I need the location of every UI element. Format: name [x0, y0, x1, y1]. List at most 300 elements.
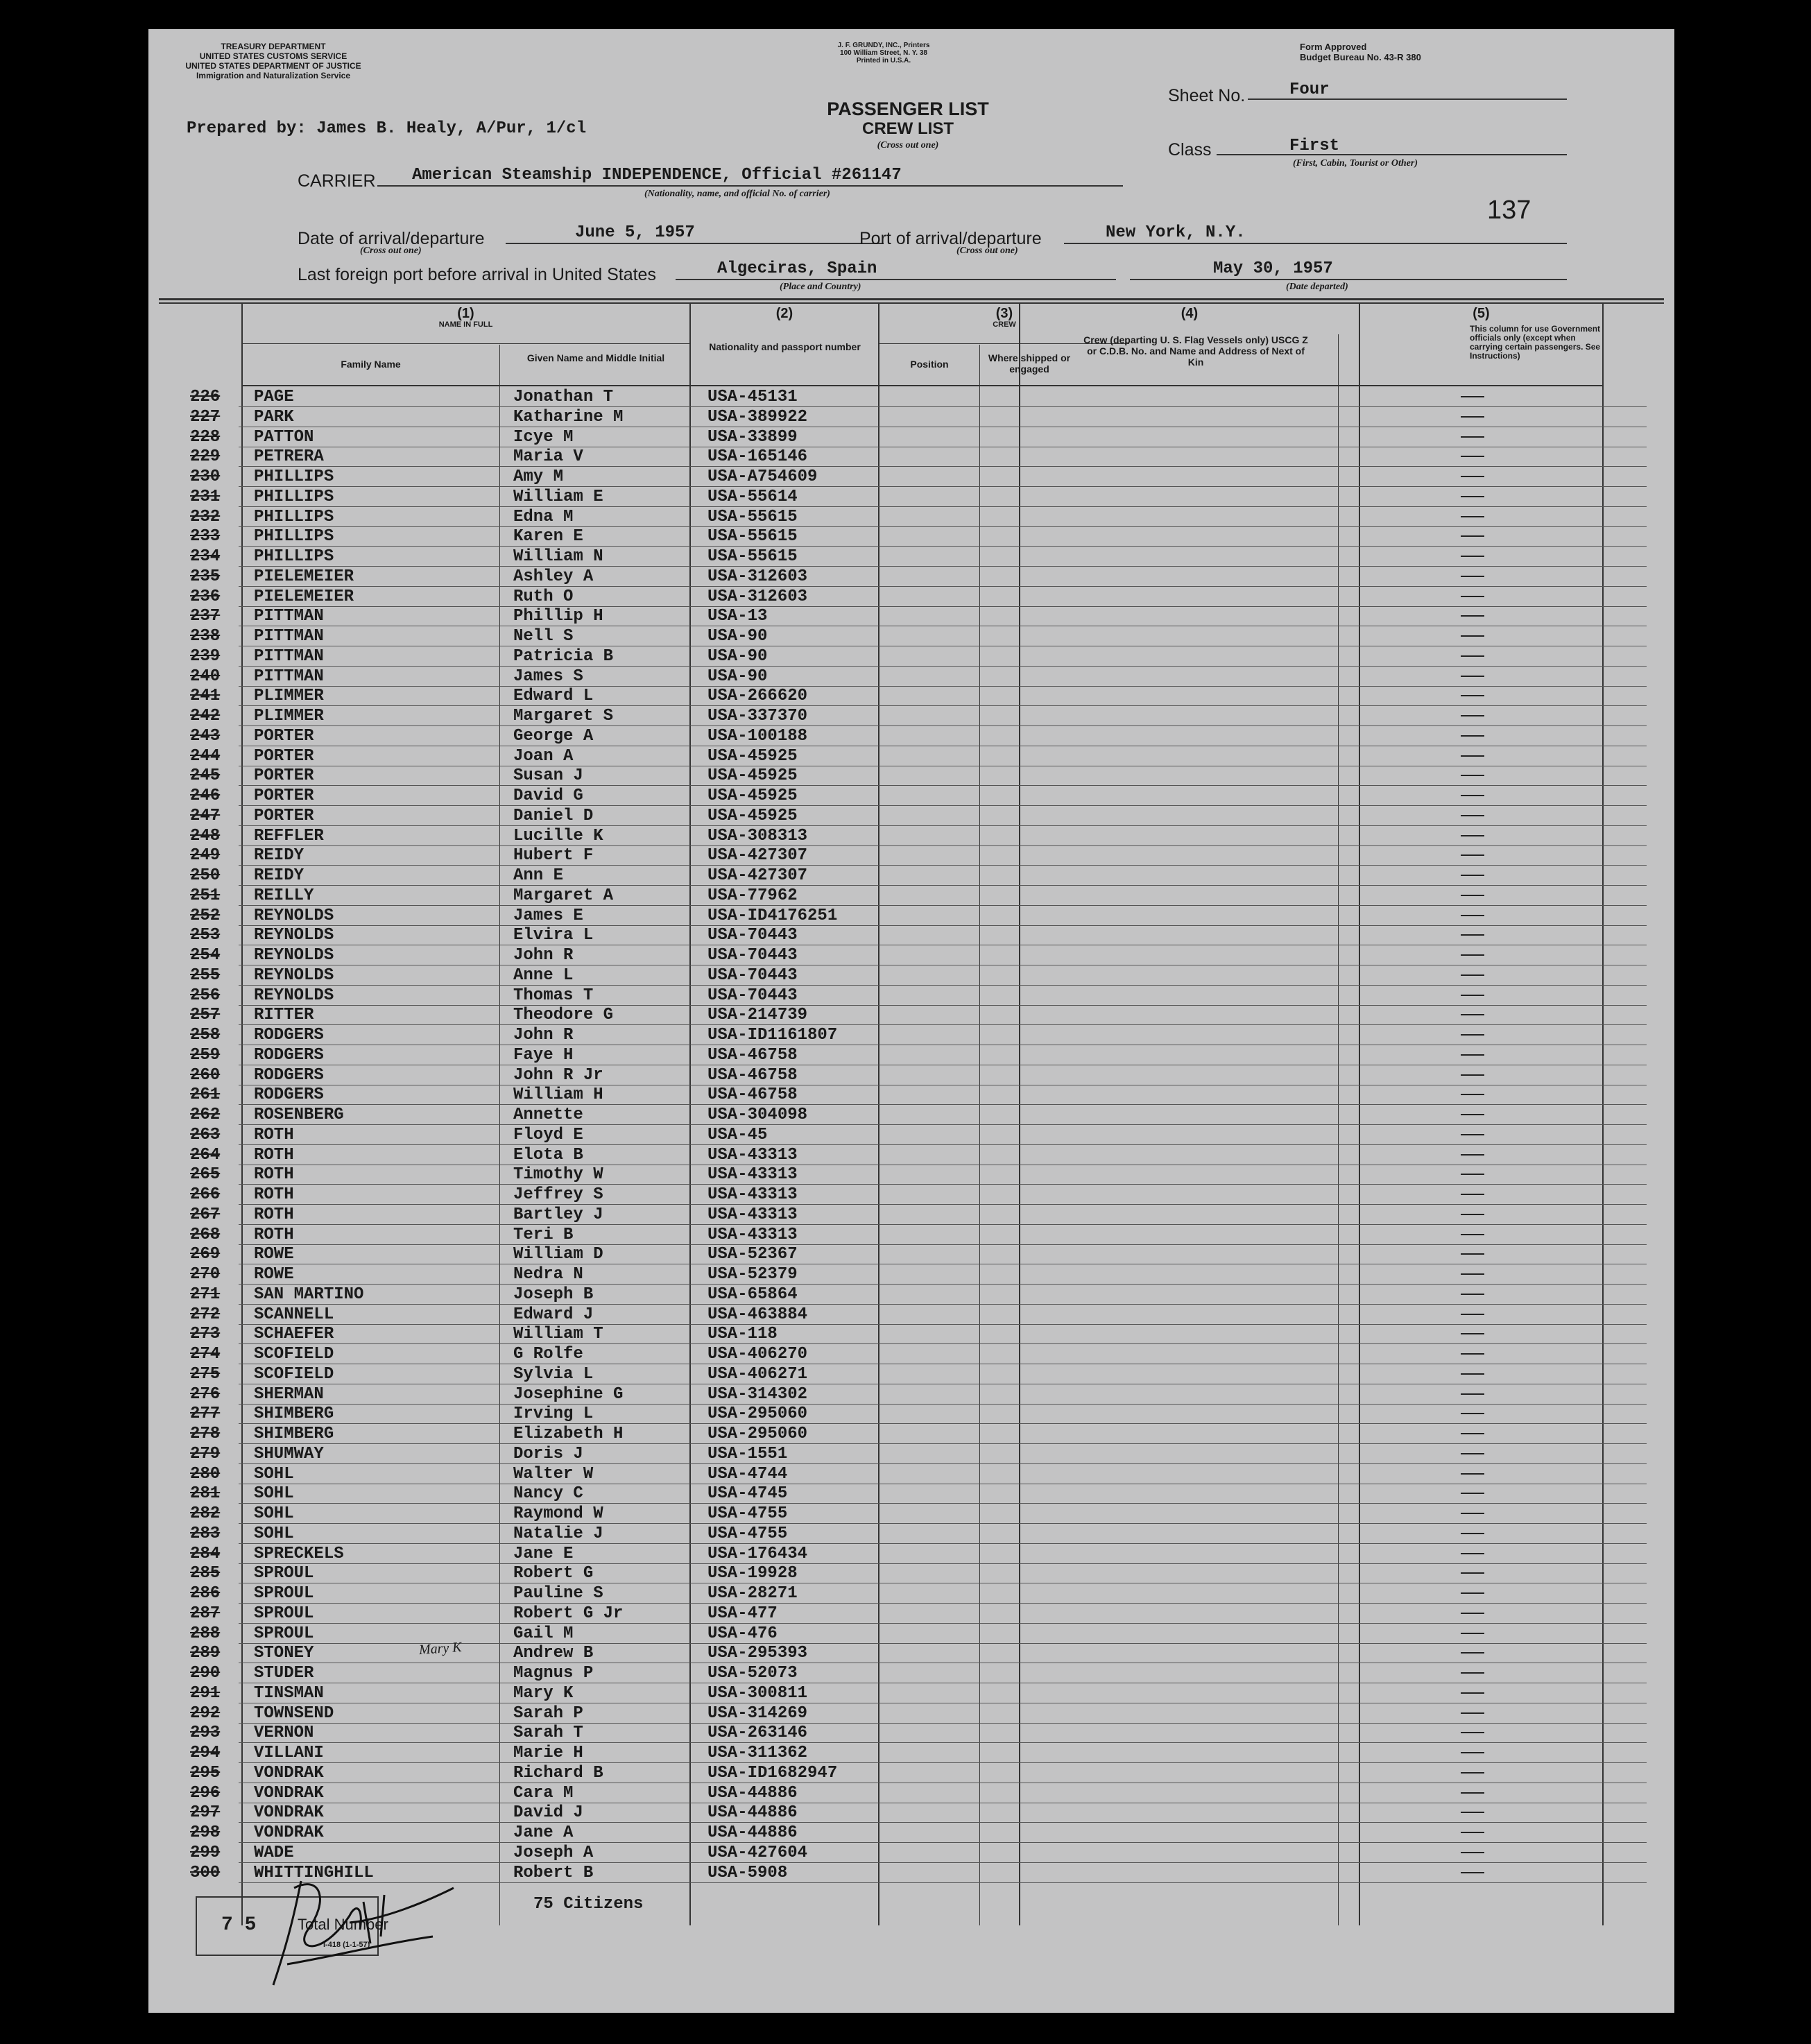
row-rule — [239, 606, 1647, 607]
family-name: VONDRAK — [254, 1823, 324, 1842]
government-check-mark — [1461, 615, 1484, 617]
col1-number: (1) — [457, 306, 474, 321]
family-name: PHILLIPS — [254, 547, 334, 566]
government-check-mark — [1461, 735, 1484, 737]
government-check-mark — [1461, 576, 1484, 577]
col2-number — [691, 308, 878, 319]
page-number: 137 — [1487, 196, 1531, 225]
row-number: 283 — [190, 1524, 221, 1543]
form-title: PASSENGER LIST — [827, 98, 989, 119]
passport-number: USA-90 — [707, 667, 768, 686]
row-rule — [239, 406, 1647, 407]
row-number: 262 — [190, 1106, 221, 1124]
family-name: REFFLER — [254, 826, 324, 845]
given-name: Edna M — [513, 507, 574, 526]
class-value: First — [1289, 137, 1340, 155]
row-number: 253 — [190, 926, 221, 945]
family-name: PIELEMEIER — [254, 587, 354, 606]
family-name: ROTH — [254, 1185, 294, 1204]
row-number: 259 — [190, 1045, 221, 1065]
col1-title: NAME IN FULL — [438, 320, 493, 329]
government-check-mark — [1461, 1273, 1484, 1275]
row-number: 273 — [190, 1325, 221, 1344]
given-name: David G — [513, 787, 583, 805]
family-name: PITTMAN — [254, 646, 324, 666]
row-number: 243 — [190, 726, 221, 746]
passport-number: USA-266620 — [707, 687, 808, 706]
row-number: 264 — [190, 1145, 221, 1165]
given-name: William E — [513, 487, 603, 506]
row-number: 274 — [190, 1345, 221, 1364]
passport-number: USA-295393 — [707, 1644, 808, 1663]
given-name: Robert G Jr — [513, 1604, 624, 1623]
row-rule — [239, 885, 1647, 886]
passport-number: USA-295060 — [707, 1425, 808, 1443]
family-name: ROTH — [254, 1165, 294, 1185]
row-rule — [239, 1762, 1647, 1763]
carrier-note: (Nationality, name, and official No. of carrier) — [644, 189, 830, 199]
government-check-mark — [1461, 1572, 1484, 1574]
given-name: Teri B — [513, 1225, 574, 1244]
family-name: PLIMMER — [254, 707, 324, 725]
carrier-label: CARRIER — [298, 171, 376, 191]
passport-number: USA-52367 — [707, 1245, 798, 1264]
given-name: Ashley A — [513, 567, 594, 586]
government-check-mark — [1461, 815, 1484, 816]
row-number: 240 — [190, 667, 221, 686]
family-name: ROWE — [254, 1245, 294, 1264]
row-number: 285 — [190, 1564, 221, 1583]
given-name: Gail M — [513, 1624, 574, 1643]
family-name: SCANNELL — [254, 1305, 334, 1324]
passport-number: USA-295060 — [707, 1405, 808, 1424]
government-check-mark — [1461, 1413, 1484, 1414]
passport-number: USA-46758 — [707, 1065, 798, 1085]
government-check-mark — [1461, 835, 1484, 836]
given-name: Karen E — [513, 527, 583, 547]
government-check-mark — [1461, 1154, 1484, 1156]
row-rule — [239, 1144, 1647, 1145]
government-check-mark — [1461, 1872, 1484, 1873]
port-value: New York, N.Y. — [1106, 223, 1246, 242]
given-name: Margaret A — [513, 886, 614, 905]
row-rule — [239, 1304, 1647, 1305]
row-number: 287 — [190, 1604, 221, 1623]
government-check-mark — [1461, 775, 1484, 776]
row-rule — [239, 666, 1647, 667]
given-name: Faye H — [513, 1045, 574, 1065]
family-name: PHILLIPS — [254, 507, 334, 526]
row-number: 290 — [190, 1664, 221, 1683]
departed-note: (Date departed) — [1286, 282, 1348, 292]
government-check-mark — [1461, 1812, 1484, 1813]
row-rule — [239, 1104, 1647, 1105]
government-check-mark — [1461, 895, 1484, 896]
row-number: 235 — [190, 567, 221, 586]
col-divider-thin — [979, 345, 980, 1925]
form-approved-line: Form Approved — [1300, 42, 1367, 52]
row-rule — [239, 686, 1647, 687]
row-rule — [239, 1463, 1647, 1464]
row-number: 246 — [190, 787, 221, 805]
cross-out-note-date: (Cross out one) — [360, 246, 422, 256]
row-number: 276 — [190, 1384, 221, 1404]
row-number: 284 — [190, 1544, 221, 1563]
family-name: PORTER — [254, 726, 314, 746]
row-rule — [239, 1324, 1647, 1325]
passport-number: USA-43313 — [707, 1185, 798, 1204]
government-check-mark — [1461, 854, 1484, 856]
government-check-mark — [1461, 934, 1484, 936]
government-check-mark — [1461, 416, 1484, 418]
row-number: 268 — [190, 1225, 221, 1244]
passport-number: USA-4755 — [707, 1524, 788, 1543]
row-number: 263 — [190, 1125, 221, 1144]
given-name: Icye M — [513, 427, 574, 447]
row-number: 244 — [190, 746, 221, 766]
passport-number: USA-90 — [707, 646, 768, 666]
passport-number: USA-427307 — [707, 866, 808, 885]
family-name: PITTMAN — [254, 627, 324, 646]
row-number: 248 — [190, 826, 221, 845]
row-number: 247 — [190, 806, 221, 825]
row-number: 272 — [190, 1305, 221, 1324]
passport-number: USA-176434 — [707, 1544, 808, 1563]
passport-number: USA-45 — [707, 1125, 768, 1144]
government-check-mark — [1461, 1094, 1484, 1095]
given-name: James E — [513, 906, 583, 925]
passport-number: USA-46758 — [707, 1045, 798, 1065]
passport-number: USA-28271 — [707, 1584, 798, 1603]
row-number: 241 — [190, 687, 221, 706]
family-name: ROSENBERG — [254, 1106, 344, 1124]
row-number: 234 — [190, 547, 221, 566]
subheader-rule — [242, 343, 689, 344]
col1-header — [242, 308, 689, 330]
signature — [246, 1860, 467, 1992]
row-rule — [239, 705, 1647, 706]
carrier-value: American Steamship INDEPENDENCE, Official #261147 — [412, 166, 902, 184]
family-name: TOWNSEND — [254, 1703, 334, 1723]
government-check-mark — [1461, 1174, 1484, 1175]
passport-number: USA-4755 — [707, 1504, 788, 1523]
given-name: Amy M — [513, 467, 564, 486]
where-shipped-header: Where shipped or engaged — [988, 352, 1071, 375]
given-name: Jonathan T — [513, 388, 614, 406]
given-name-header: Given Name and Middle Initial — [526, 352, 665, 363]
row-number: 293 — [190, 1724, 221, 1743]
agency-line: TREASURY DEPARTMENT — [221, 42, 326, 51]
given-name: Irving L — [513, 1405, 594, 1424]
passport-number: USA-406271 — [707, 1364, 808, 1384]
family-name: SPROUL — [254, 1624, 314, 1643]
row-rule — [239, 805, 1647, 806]
row-rule — [239, 1822, 1647, 1823]
family-name: SHERMAN — [254, 1384, 324, 1404]
government-check-mark — [1461, 1054, 1484, 1056]
given-name: Daniel D — [513, 806, 594, 825]
row-number: 282 — [190, 1504, 221, 1523]
government-check-mark — [1461, 1074, 1484, 1076]
passport-number: USA-46758 — [707, 1085, 798, 1105]
row-rule — [239, 925, 1647, 926]
row-rule — [239, 1503, 1647, 1504]
passport-number: USA-389922 — [707, 407, 808, 427]
row-rule — [239, 1723, 1647, 1724]
given-name: Elizabeth H — [513, 1425, 624, 1443]
government-check-mark — [1461, 1852, 1484, 1853]
passport-number: USA-337370 — [707, 707, 808, 725]
passport-number: USA-52073 — [707, 1664, 798, 1683]
passport-number: USA-19928 — [707, 1564, 798, 1583]
given-name: Edward L — [513, 687, 594, 706]
government-check-mark — [1461, 995, 1484, 996]
family-name: PATTON — [254, 427, 314, 447]
passport-number: USA-70443 — [707, 926, 798, 945]
given-name: Raymond W — [513, 1504, 603, 1523]
given-name: Patricia B — [513, 646, 614, 666]
family-name: REIDY — [254, 846, 304, 866]
col3-title: CREW — [993, 320, 1016, 329]
row-rule — [239, 586, 1647, 587]
family-name: REYNOLDS — [254, 965, 334, 985]
given-name: Joseph B — [513, 1285, 594, 1304]
row-rule — [239, 1224, 1647, 1225]
given-name: Josephine G — [513, 1384, 624, 1404]
government-check-mark — [1461, 1433, 1484, 1434]
given-name: Robert B — [513, 1863, 594, 1882]
given-name: Elota B — [513, 1145, 583, 1165]
row-number: 232 — [190, 507, 221, 526]
total-value: 7 5 — [221, 1914, 257, 1936]
departed-underline — [1130, 279, 1567, 280]
government-check-mark — [1461, 795, 1484, 796]
family-name: STUDER — [254, 1664, 314, 1683]
given-name: Nell S — [513, 627, 574, 646]
row-number: 281 — [190, 1484, 221, 1504]
row-number: 257 — [190, 1006, 221, 1025]
given-name: Jeffrey S — [513, 1185, 603, 1204]
last-port-underline — [676, 279, 1116, 280]
sheet-value: Four — [1289, 80, 1330, 99]
row-number: 286 — [190, 1584, 221, 1603]
row-number: 249 — [190, 846, 221, 866]
row-number: 265 — [190, 1165, 221, 1185]
agency-line: UNITED STATES DEPARTMENT OF JUSTICE — [185, 61, 361, 71]
government-check-mark — [1461, 1792, 1484, 1794]
port-label: Port of arrival/departure — [859, 229, 1042, 248]
government-check-mark — [1461, 456, 1484, 457]
government-check-mark — [1461, 655, 1484, 657]
class-note: (First, Cabin, Tourist or Other) — [1293, 158, 1418, 169]
government-check-mark — [1461, 1473, 1484, 1475]
agency-line: Immigration and Naturalization Service — [196, 71, 351, 80]
row-number: 236 — [190, 587, 221, 606]
family-name: VERNON — [254, 1724, 314, 1743]
form-number: I-418 (1-1-57) — [323, 1941, 370, 1949]
government-check-mark — [1461, 1014, 1484, 1015]
given-name: William H — [513, 1085, 603, 1105]
passport-number: USA-4744 — [707, 1464, 788, 1484]
passport-number: USA-1551 — [707, 1444, 788, 1463]
government-check-mark — [1461, 695, 1484, 696]
given-name: Magnus P — [513, 1664, 594, 1683]
government-check-mark — [1461, 1294, 1484, 1295]
row-number: 255 — [190, 965, 221, 985]
row-number: 298 — [190, 1823, 221, 1842]
passport-number: USA-5908 — [707, 1863, 788, 1882]
carrier-underline — [377, 185, 1123, 187]
passport-number: USA-304098 — [707, 1106, 808, 1124]
table-top-rule-2 — [159, 302, 1664, 304]
government-check-mark — [1461, 396, 1484, 397]
government-check-mark — [1461, 715, 1484, 716]
given-name: David J — [513, 1803, 583, 1823]
family-name: SPROUL — [254, 1564, 314, 1583]
passport-number: USA-476 — [707, 1624, 778, 1643]
family-name: VONDRAK — [254, 1763, 324, 1783]
family-name: RODGERS — [254, 1085, 324, 1105]
family-name: PETRERA — [254, 447, 324, 467]
row-rule — [239, 725, 1647, 726]
passport-number: USA-4745 — [707, 1484, 788, 1504]
row-number: 250 — [190, 866, 221, 885]
passport-number: USA-13 — [707, 607, 768, 626]
row-number: 229 — [190, 447, 221, 467]
family-name: REILLY — [254, 886, 314, 905]
col-divider-thin — [1338, 334, 1339, 1925]
given-name: James S — [513, 667, 583, 686]
row-number: 227 — [190, 407, 221, 427]
passport-number: USA-45925 — [707, 806, 798, 825]
passport-number: USA-312603 — [707, 587, 808, 606]
row-number: 239 — [190, 646, 221, 666]
family-name: REIDY — [254, 866, 304, 885]
passport-number: USA-52379 — [707, 1265, 798, 1284]
family-name: SOHL — [254, 1524, 294, 1543]
family-name: REYNOLDS — [254, 986, 334, 1005]
family-name: PHILLIPS — [254, 487, 334, 506]
row-rule — [239, 1404, 1647, 1405]
row-number: 299 — [190, 1843, 221, 1862]
government-check-mark — [1461, 476, 1484, 477]
family-name: WADE — [254, 1843, 294, 1862]
row-rule — [239, 825, 1647, 826]
passport-number: USA-ID1161807 — [707, 1026, 838, 1045]
government-check-mark — [1461, 535, 1484, 537]
col2-title: Nationality and passport number — [709, 341, 861, 352]
sheet-label: Sheet No. — [1168, 86, 1246, 105]
family-name: ROTH — [254, 1225, 294, 1244]
handwritten-margin-note: Mary K — [418, 1639, 463, 1658]
row-rule — [239, 865, 1647, 866]
passport-number: USA-77962 — [707, 886, 798, 905]
row-number: 292 — [190, 1703, 221, 1723]
given-name: Andrew B — [513, 1644, 594, 1663]
row-rule — [239, 1523, 1647, 1524]
government-check-mark — [1461, 496, 1484, 497]
government-check-mark — [1461, 1114, 1484, 1115]
given-name: Sarah P — [513, 1703, 583, 1723]
given-name: John R — [513, 946, 574, 965]
family-name: PHILLIPS — [254, 527, 334, 547]
row-number: 258 — [190, 1026, 221, 1045]
position-header: Position — [910, 359, 949, 370]
government-check-mark — [1461, 1353, 1484, 1355]
given-name: Nancy C — [513, 1484, 583, 1504]
form-approved — [1300, 42, 1421, 62]
citizens-total: 75 Citizens — [533, 1895, 644, 1914]
government-check-mark — [1461, 1832, 1484, 1833]
row-number: 266 — [190, 1185, 221, 1204]
government-check-mark — [1461, 915, 1484, 916]
row-number: 278 — [190, 1425, 221, 1443]
row-rule — [239, 1184, 1647, 1185]
row-rule — [239, 1742, 1647, 1743]
row-rule — [239, 546, 1647, 547]
row-rule — [239, 486, 1647, 487]
government-check-mark — [1461, 1712, 1484, 1714]
family-name: SCOFIELD — [254, 1345, 334, 1364]
given-name: Bartley J — [513, 1205, 603, 1224]
row-rule — [239, 1563, 1647, 1564]
government-check-mark — [1461, 1592, 1484, 1594]
given-name: Cara M — [513, 1783, 574, 1803]
row-number: 267 — [190, 1205, 221, 1224]
given-name: Marie H — [513, 1744, 583, 1762]
row-number: 271 — [190, 1285, 221, 1304]
government-check-mark — [1461, 596, 1484, 597]
family-name: WHITTINGHILL — [254, 1863, 374, 1882]
row-number: 256 — [190, 986, 221, 1005]
government-check-mark — [1461, 1493, 1484, 1494]
family-name: PORTER — [254, 746, 314, 766]
last-port-value: Algeciras, Spain — [717, 259, 877, 278]
row-number: 291 — [190, 1683, 221, 1703]
given-name: Anne L — [513, 965, 574, 985]
family-name: VONDRAK — [254, 1803, 324, 1823]
government-check-mark — [1461, 1134, 1484, 1135]
row-rule — [239, 466, 1647, 467]
row-rule — [239, 1204, 1647, 1205]
given-name: Ann E — [513, 866, 564, 885]
family-name: RITTER — [254, 1006, 314, 1025]
row-rule — [239, 506, 1647, 507]
row-number: 269 — [190, 1245, 221, 1264]
government-check-mark — [1461, 1752, 1484, 1753]
family-name: PORTER — [254, 766, 314, 786]
family-name: PITTMAN — [254, 607, 324, 626]
government-check-mark — [1461, 1373, 1484, 1375]
family-name: SPRECKELS — [254, 1544, 344, 1563]
passport-number: USA-43313 — [707, 1145, 798, 1165]
row-rule — [239, 1842, 1647, 1843]
row-rule — [239, 1603, 1647, 1604]
given-name: Nedra N — [513, 1265, 583, 1284]
given-name: Walter W — [513, 1464, 594, 1484]
government-check-mark — [1461, 1234, 1484, 1235]
departed-value: May 30, 1957 — [1213, 259, 1333, 278]
government-check-mark — [1461, 436, 1484, 438]
given-name: William T — [513, 1325, 603, 1344]
passport-number: USA-70443 — [707, 965, 798, 985]
family-name: PHILLIPS — [254, 467, 334, 486]
row-number: 228 — [190, 427, 221, 447]
passport-number: USA-427604 — [707, 1843, 808, 1862]
given-name: Jane E — [513, 1544, 574, 1563]
given-name: John R Jr — [513, 1065, 603, 1085]
printer-block — [814, 42, 953, 65]
